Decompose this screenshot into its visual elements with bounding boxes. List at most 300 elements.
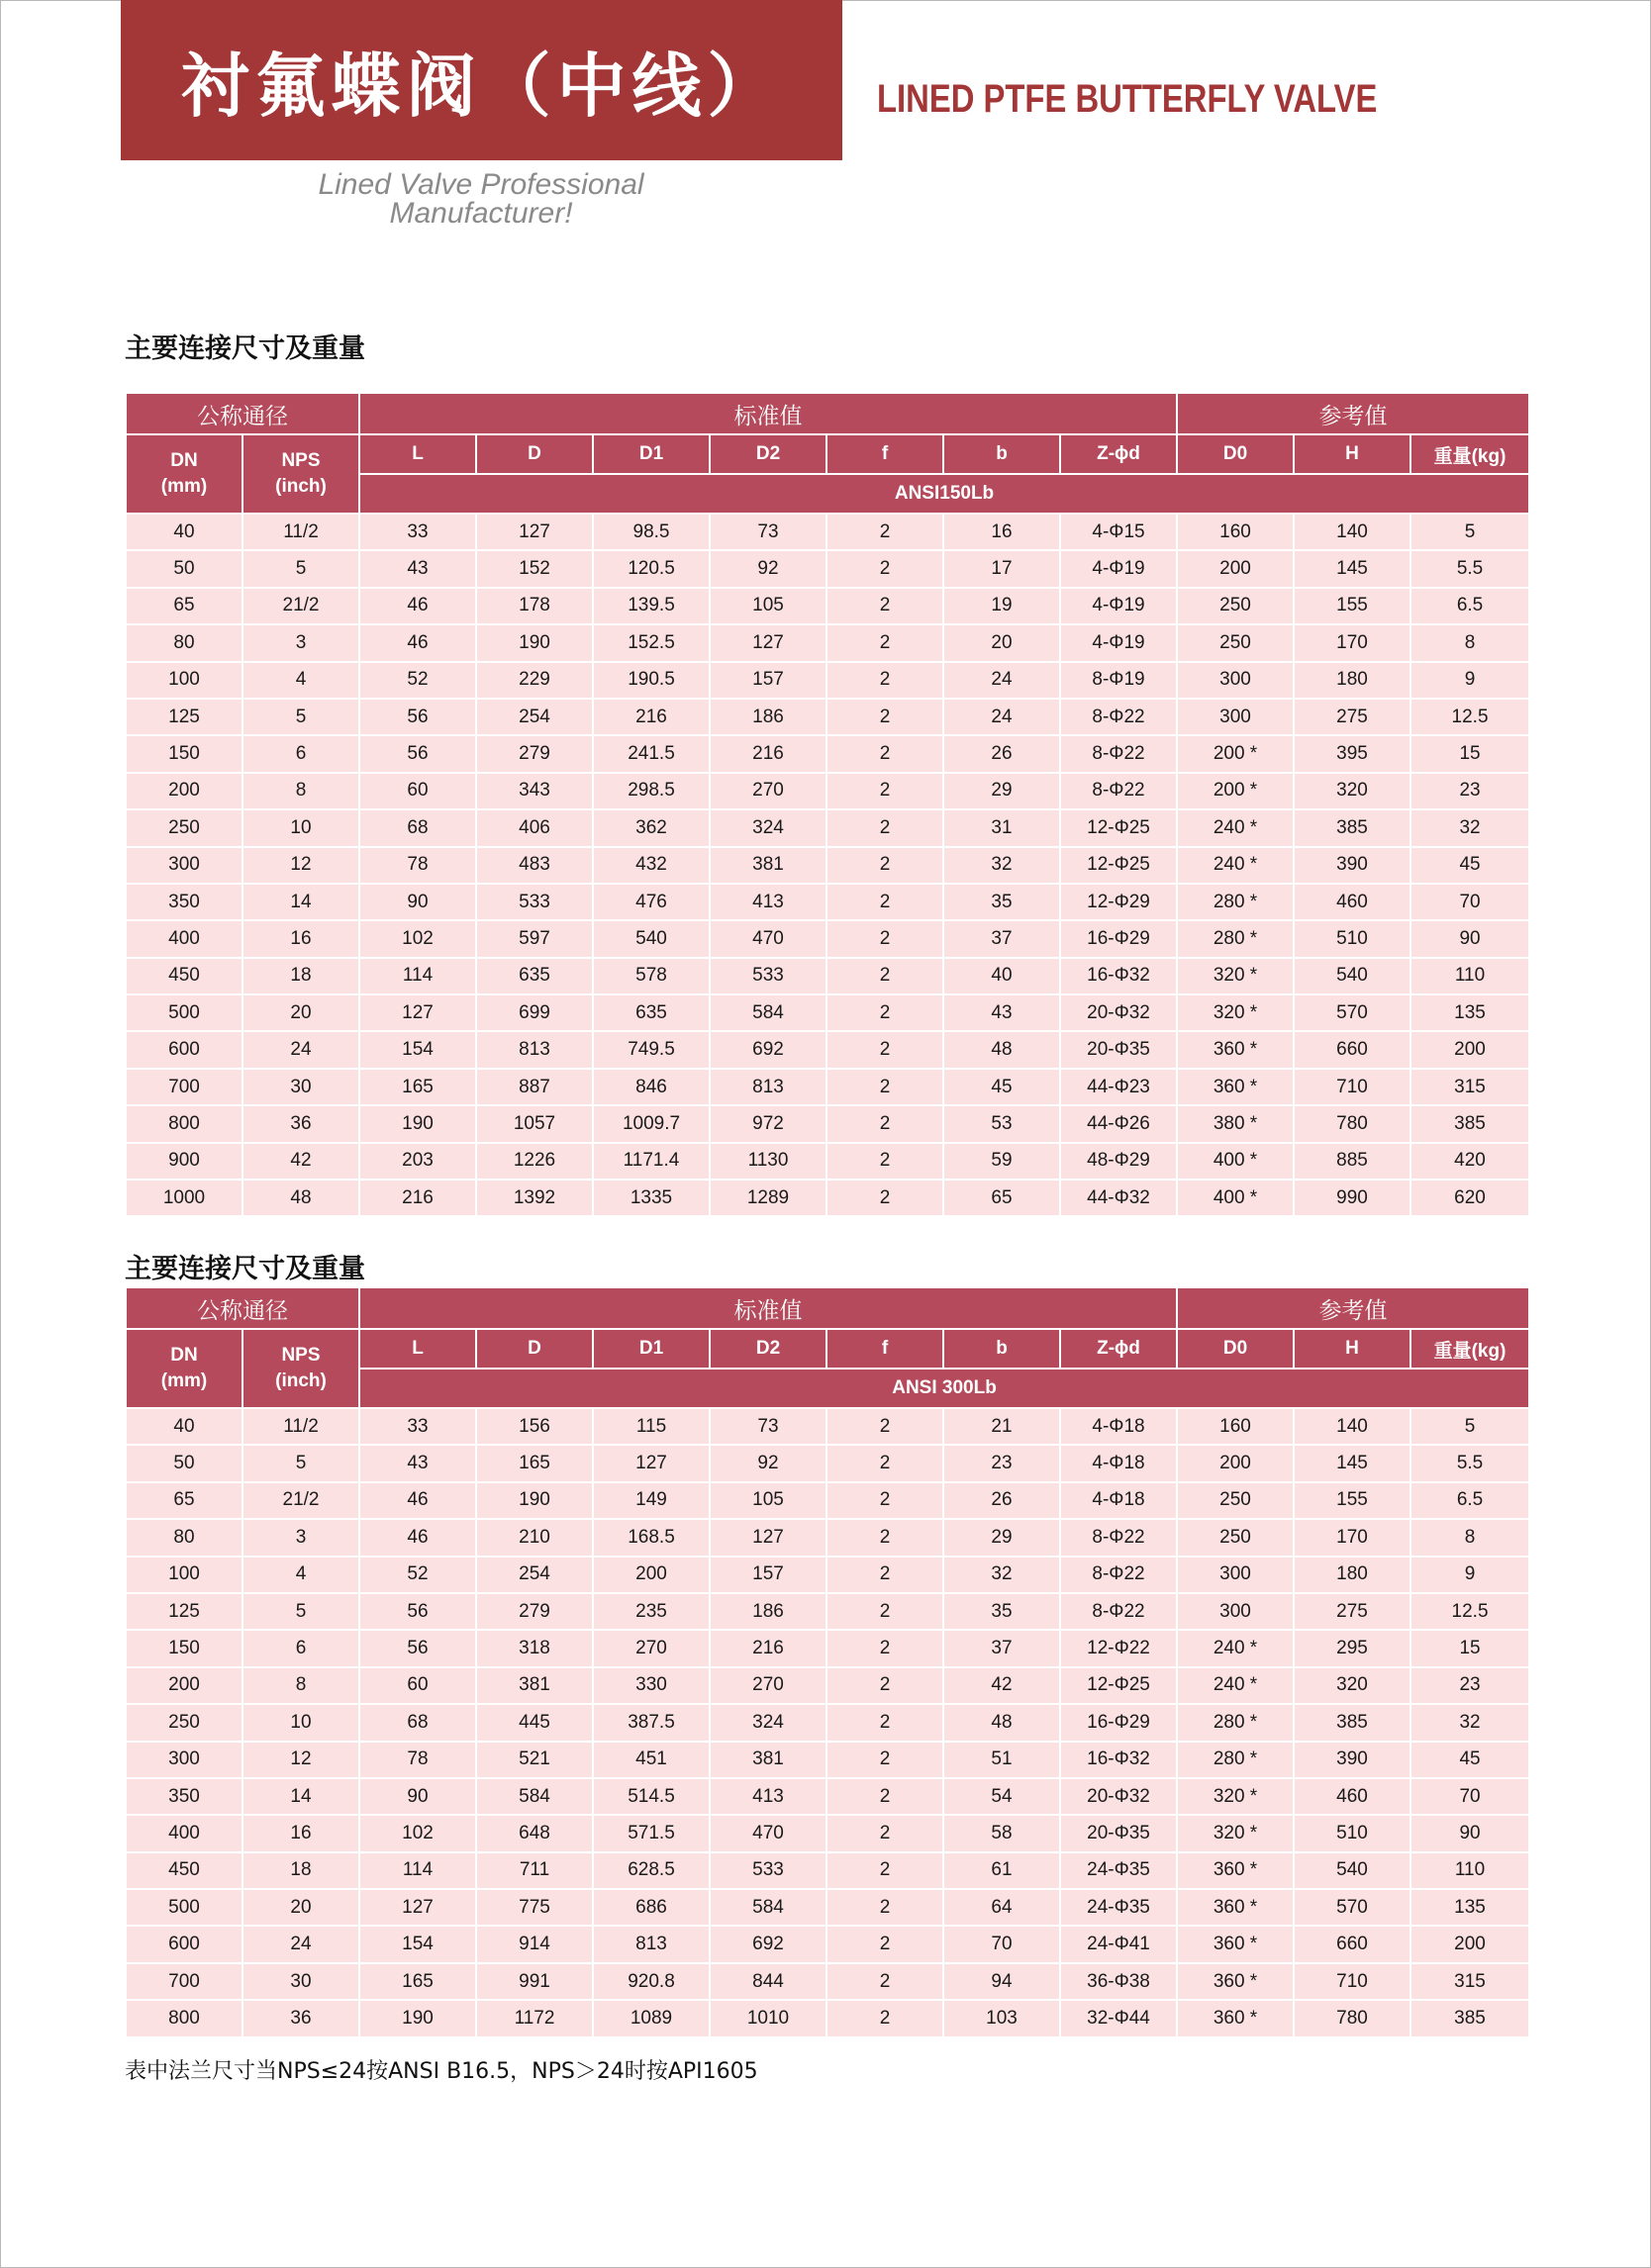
table-cell: 800 <box>126 2000 243 2036</box>
table-cell: 510 <box>1294 1815 1410 1851</box>
table-cell: 635 <box>593 994 710 1031</box>
table-row <box>126 1143 1529 1180</box>
header-columns-row <box>126 434 1529 474</box>
table-cell: 37 <box>943 920 1060 957</box>
table-cell: 100 <box>126 662 243 699</box>
table-cell: 12-Φ25 <box>1060 809 1177 846</box>
table-cell: 78 <box>359 1742 476 1778</box>
table-cell: 21/2 <box>243 588 359 624</box>
table-cell: 318 <box>476 1630 593 1666</box>
table-cell: 1057 <box>476 1105 593 1142</box>
table-cell: 1089 <box>593 2000 710 2036</box>
table-cell: 460 <box>1294 884 1410 920</box>
table-cell: 200 <box>1177 1445 1294 1481</box>
table-cell: 43 <box>359 1445 476 1481</box>
table-row <box>126 1105 1529 1142</box>
table-cell: 8-Φ22 <box>1060 1557 1177 1593</box>
table-cell: 813 <box>593 1926 710 1962</box>
table-cell: 53 <box>943 1105 1060 1142</box>
table-cell: 200 <box>593 1557 710 1593</box>
table-cell: 2 <box>826 662 943 699</box>
table-cell: 33 <box>359 514 476 550</box>
table-cell: 12 <box>243 1742 359 1778</box>
table-cell: 40 <box>126 1408 243 1445</box>
group-header-reference: 参考值 <box>1177 1287 1529 1329</box>
table-cell: 51 <box>943 1742 1060 1778</box>
table-cell: 4-Φ18 <box>1060 1445 1177 1481</box>
table-cell: 846 <box>593 1069 710 1105</box>
table-cell: 445 <box>476 1704 593 1741</box>
table-cell: 12-Φ29 <box>1060 884 1177 920</box>
table-cell: 43 <box>359 550 476 587</box>
table-cell: 10 <box>243 809 359 846</box>
table-cell: 32 <box>1410 1704 1529 1741</box>
table-cell: 152 <box>476 550 593 587</box>
table-cell: 2 <box>826 920 943 957</box>
table-cell: 2 <box>826 1926 943 1962</box>
table-cell: 200 <box>1177 550 1294 587</box>
table-cell: 320 * <box>1177 958 1294 994</box>
table-cell: 8-Φ22 <box>1060 1519 1177 1556</box>
table-cell: 390 <box>1294 847 1410 884</box>
tagline <box>297 170 665 228</box>
table-row <box>126 699 1529 735</box>
table-cell: 2 <box>826 1482 943 1519</box>
table-cell: 21/2 <box>243 1482 359 1519</box>
table-cell: 145 <box>1294 550 1410 587</box>
table-row <box>126 1667 1529 1704</box>
table-row <box>126 958 1529 994</box>
table-cell: 920.8 <box>593 1963 710 2000</box>
table-cell: 628.5 <box>593 1852 710 1889</box>
table-cell: 21 <box>943 1408 1060 1445</box>
table-cell: 24 <box>943 662 1060 699</box>
table-cell: 36 <box>243 1105 359 1142</box>
table-cell: 19 <box>943 588 1060 624</box>
table-cell: 570 <box>1294 994 1410 1031</box>
column-header-b: b <box>943 1329 1060 1369</box>
column-header-f: f <box>826 1329 943 1369</box>
table-row <box>126 1852 1529 1889</box>
table-cell: 6.5 <box>1410 1482 1529 1519</box>
column-header-d0: D0 <box>1177 1329 1294 1369</box>
standard-label: ANSI150Lb <box>359 474 1529 514</box>
title-banner <box>121 0 842 160</box>
table-cell: 30 <box>243 1069 359 1105</box>
column-header-d2: D2 <box>710 434 826 474</box>
table-cell: 32 <box>1410 809 1529 846</box>
table-cell: 2 <box>826 809 943 846</box>
table-cell: 20 <box>243 994 359 1031</box>
table-cell: 533 <box>710 1852 826 1889</box>
table-cell: 16 <box>243 1815 359 1851</box>
table-row <box>126 1778 1529 1815</box>
table-cell: 972 <box>710 1105 826 1142</box>
table-cell: 241.5 <box>593 735 710 772</box>
table-cell: 250 <box>1177 1519 1294 1556</box>
table-row <box>126 1445 1529 1481</box>
table-cell: 20-Φ32 <box>1060 1778 1177 1815</box>
table-cell: 90 <box>1410 920 1529 957</box>
table-cell: 68 <box>359 809 476 846</box>
table-cell: 56 <box>359 699 476 735</box>
table-cell: 70 <box>943 1926 1060 1962</box>
table-cell: 155 <box>1294 1482 1410 1519</box>
table-cell: 105 <box>710 1482 826 1519</box>
table-cell: 190.5 <box>593 662 710 699</box>
table-cell: 235 <box>593 1593 710 1630</box>
table-cell: 385 <box>1410 1105 1529 1142</box>
table-cell: 46 <box>359 1482 476 1519</box>
table-cell: 98.5 <box>593 514 710 550</box>
table-cell: 3 <box>243 624 359 661</box>
table-cell: 30 <box>243 1963 359 2000</box>
table-cell: 203 <box>359 1143 476 1180</box>
page-title-cn: 衬氟蝶阀（中线） <box>180 45 783 127</box>
table-cell: 3 <box>243 1519 359 1556</box>
table-row <box>126 920 1529 957</box>
table-cell: 58 <box>943 1815 1060 1851</box>
table-cell: 59 <box>943 1143 1060 1180</box>
table-row <box>126 2000 1529 2036</box>
table-cell: 127 <box>359 1889 476 1926</box>
table-cell: 400 <box>126 1815 243 1851</box>
table-cell: 660 <box>1294 1031 1410 1068</box>
table-cell: 300 <box>1177 1593 1294 1630</box>
table-cell: 16-Φ32 <box>1060 1742 1177 1778</box>
table-cell: 20-Φ32 <box>1060 994 1177 1031</box>
table-cell: 406 <box>476 809 593 846</box>
table-cell: 8 <box>1410 1519 1529 1556</box>
table-row <box>126 624 1529 661</box>
table-cell: 60 <box>359 1667 476 1704</box>
header-group-row <box>126 1287 1529 1329</box>
table-cell: 2 <box>826 773 943 809</box>
table-cell: 600 <box>126 1031 243 1068</box>
table-cell: 165 <box>476 1445 593 1481</box>
table-cell: 2 <box>826 1557 943 1593</box>
table-cell: 584 <box>476 1778 593 1815</box>
table-cell: 26 <box>943 1482 1060 1519</box>
table-cell: 5 <box>243 1593 359 1630</box>
table-cell: 324 <box>710 809 826 846</box>
table-row <box>126 1031 1529 1068</box>
table-cell: 65 <box>126 1482 243 1519</box>
table-cell: 45 <box>943 1069 1060 1105</box>
table-cell: 250 <box>126 1704 243 1741</box>
table-cell: 46 <box>359 588 476 624</box>
table-cell: 300 <box>126 847 243 884</box>
table-cell: 4-Φ15 <box>1060 514 1177 550</box>
table-cell: 190 <box>476 1482 593 1519</box>
table-cell: 170 <box>1294 624 1410 661</box>
table-cell: 18 <box>243 1852 359 1889</box>
column-header-nps: NPS (inch) <box>243 434 359 514</box>
table-cell: 360 * <box>1177 1963 1294 2000</box>
column-header-zphi: Z-ϕd <box>1060 1329 1177 1369</box>
table-cell: 5.5 <box>1410 550 1529 587</box>
table-cell: 200 <box>126 773 243 809</box>
table-cell: 413 <box>710 884 826 920</box>
table-cell: 160 <box>1177 514 1294 550</box>
table-cell: 33 <box>359 1408 476 1445</box>
table-cell: 570 <box>1294 1889 1410 1926</box>
column-header-dn: DN (mm) <box>126 1329 243 1408</box>
table-cell: 450 <box>126 1852 243 1889</box>
table-cell: 578 <box>593 958 710 994</box>
table-cell: 16-Φ29 <box>1060 1704 1177 1741</box>
table-cell: 5 <box>243 550 359 587</box>
table-cell: 145 <box>1294 1445 1410 1481</box>
table-cell: 749.5 <box>593 1031 710 1068</box>
table-cell: 78 <box>359 847 476 884</box>
table-cell: 571.5 <box>593 1815 710 1851</box>
table-cell: 154 <box>359 1031 476 1068</box>
table-cell: 68 <box>359 1704 476 1741</box>
table-cell: 699 <box>476 994 593 1031</box>
table-row <box>126 514 1529 550</box>
table-cell: 32-Φ44 <box>1060 2000 1177 2036</box>
table-cell: 2 <box>826 735 943 772</box>
table-cell: 275 <box>1294 699 1410 735</box>
table-cell: 16-Φ32 <box>1060 958 1177 994</box>
footnote: 表中法兰尺寸当NPS≤24按ANSI B16.5，NPS＞24时按API1605 <box>125 2059 758 2084</box>
table-cell: 135 <box>1410 1889 1529 1926</box>
table-cell: 127 <box>593 1445 710 1481</box>
table-cell: 70 <box>1410 1778 1529 1815</box>
table-cell: 216 <box>710 735 826 772</box>
table-cell: 320 <box>1294 773 1410 809</box>
group-header-nominal: 公称通径 <box>126 1287 359 1329</box>
table-row <box>126 1742 1529 1778</box>
table-cell: 160 <box>1177 1408 1294 1445</box>
table-cell: 2 <box>826 1408 943 1445</box>
table-cell: 320 * <box>1177 1815 1294 1851</box>
table-cell: 648 <box>476 1815 593 1851</box>
table-cell: 470 <box>710 920 826 957</box>
table-cell: 298.5 <box>593 773 710 809</box>
table-cell: 56 <box>359 735 476 772</box>
table-cell: 16-Φ29 <box>1060 920 1177 957</box>
table-cell: 15 <box>1410 735 1529 772</box>
table-cell: 2 <box>826 1445 943 1481</box>
table-cell: 2 <box>826 1889 943 1926</box>
table-cell: 5 <box>1410 514 1529 550</box>
table-cell: 400 <box>126 920 243 957</box>
table-cell: 1009.7 <box>593 1105 710 1142</box>
column-header-d1: D1 <box>593 434 710 474</box>
table-row <box>126 1519 1529 1556</box>
table-cell: 135 <box>1410 994 1529 1031</box>
table-cell: 156 <box>476 1408 593 1445</box>
table-row <box>126 1557 1529 1593</box>
table-row <box>126 884 1529 920</box>
table-cell: 54 <box>943 1778 1060 1815</box>
table-cell: 540 <box>1294 1852 1410 1889</box>
table-cell: 190 <box>359 1105 476 1142</box>
table-cell: 885 <box>1294 1143 1410 1180</box>
table-cell: 8-Φ22 <box>1060 735 1177 772</box>
table-cell: 279 <box>476 735 593 772</box>
column-header-l: L <box>359 1329 476 1369</box>
table-cell: 16 <box>943 514 1060 550</box>
table-cell: 4-Φ19 <box>1060 550 1177 587</box>
table-cell: 50 <box>126 550 243 587</box>
table-cell: 90 <box>359 1778 476 1815</box>
table-cell: 780 <box>1294 1105 1410 1142</box>
table-row <box>126 773 1529 809</box>
table-cell: 275 <box>1294 1593 1410 1630</box>
table-cell: 200 <box>1410 1926 1529 1962</box>
table-cell: 150 <box>126 735 243 772</box>
table-cell: 254 <box>476 699 593 735</box>
table-cell: 300 <box>1177 662 1294 699</box>
table-cell: 8-Φ19 <box>1060 662 1177 699</box>
table-cell: 6 <box>243 1630 359 1666</box>
table-cell: 114 <box>359 958 476 994</box>
table-cell: 24 <box>243 1031 359 1068</box>
table-cell: 102 <box>359 920 476 957</box>
table-cell: 42 <box>243 1143 359 1180</box>
table-cell: 280 * <box>1177 920 1294 957</box>
table-cell: 127 <box>710 1519 826 1556</box>
table-cell: 8 <box>243 773 359 809</box>
group-header-nominal: 公称通径 <box>126 393 359 434</box>
table-cell: 8-Φ22 <box>1060 1593 1177 1630</box>
table-cell: 32 <box>943 1557 1060 1593</box>
table-cell: 102 <box>359 1815 476 1851</box>
table-cell: 92 <box>710 550 826 587</box>
table-cell: 15 <box>1410 1630 1529 1666</box>
table-cell: 813 <box>476 1031 593 1068</box>
table-cell: 200 <box>1410 1031 1529 1068</box>
table-cell: 692 <box>710 1031 826 1068</box>
table-cell: 2 <box>826 1519 943 1556</box>
group-header-reference: 参考值 <box>1177 393 1529 434</box>
table-cell: 315 <box>1410 1963 1529 2000</box>
table-cell: 500 <box>126 1889 243 1926</box>
table-cell: 45 <box>1410 847 1529 884</box>
table-cell: 914 <box>476 1926 593 1962</box>
table-row <box>126 1180 1529 1216</box>
table-cell: 597 <box>476 920 593 957</box>
table-cell: 300 <box>1177 699 1294 735</box>
table-cell: 12-Φ22 <box>1060 1630 1177 1666</box>
table-cell: 483 <box>476 847 593 884</box>
table-cell: 42 <box>943 1667 1060 1704</box>
table-cell: 190 <box>476 624 593 661</box>
table-cell: 154 <box>359 1926 476 1962</box>
table-cell: 2 <box>826 1852 943 1889</box>
table-cell: 2 <box>826 699 943 735</box>
table-cell: 250 <box>1177 624 1294 661</box>
table-cell: 400 * <box>1177 1143 1294 1180</box>
table-cell: 5 <box>243 699 359 735</box>
table-cell: 686 <box>593 1889 710 1926</box>
table-cell: 5.5 <box>1410 1445 1529 1481</box>
table-cell: 320 * <box>1177 1778 1294 1815</box>
table-cell: 8-Φ22 <box>1060 699 1177 735</box>
column-header-weight: 重量(kg) <box>1410 1329 1529 1369</box>
table-cell: 90 <box>359 884 476 920</box>
table-cell: 140 <box>1294 1408 1410 1445</box>
table-cell: 170 <box>1294 1519 1410 1556</box>
table-cell: 2 <box>826 1963 943 2000</box>
table-cell: 20-Φ35 <box>1060 1815 1177 1851</box>
table-cell: 36-Φ38 <box>1060 1963 1177 2000</box>
table-cell: 295 <box>1294 1630 1410 1666</box>
table-cell: 100 <box>126 1557 243 1593</box>
table-cell: 157 <box>710 662 826 699</box>
table-cell: 2 <box>826 2000 943 2036</box>
table-cell: 343 <box>476 773 593 809</box>
table-cell: 476 <box>593 884 710 920</box>
table-cell: 381 <box>476 1667 593 1704</box>
table-cell: 533 <box>710 958 826 994</box>
table-cell: 470 <box>710 1815 826 1851</box>
table-cell: 94 <box>943 1963 1060 2000</box>
table-cell: 65 <box>943 1180 1060 1216</box>
table-cell: 2 <box>826 588 943 624</box>
table-cell: 1000 <box>126 1180 243 1216</box>
table-cell: 240 * <box>1177 809 1294 846</box>
table-row <box>126 550 1529 587</box>
table-cell: 115 <box>593 1408 710 1445</box>
table-cell: 26 <box>943 735 1060 772</box>
table-cell: 250 <box>126 809 243 846</box>
table-cell: 12.5 <box>1410 1593 1529 1630</box>
table-cell: 8-Φ22 <box>1060 773 1177 809</box>
table-cell: 4 <box>243 662 359 699</box>
table-cell: 18 <box>243 958 359 994</box>
table-cell: 125 <box>126 1593 243 1630</box>
table-cell: 2 <box>826 624 943 661</box>
table-cell: 700 <box>126 1963 243 2000</box>
table-cell: 362 <box>593 809 710 846</box>
table-cell: 24 <box>943 699 1060 735</box>
table-cell: 2 <box>826 884 943 920</box>
table-cell: 2 <box>826 1630 943 1666</box>
table-cell: 110 <box>1410 958 1529 994</box>
table-cell: 4-Φ18 <box>1060 1408 1177 1445</box>
column-header-l: L <box>359 434 476 474</box>
table-cell: 450 <box>126 958 243 994</box>
table-cell: 127 <box>710 624 826 661</box>
table-cell: 360 * <box>1177 1031 1294 1068</box>
table-cell: 48 <box>243 1180 359 1216</box>
table-row <box>126 809 1529 846</box>
table-cell: 200 * <box>1177 773 1294 809</box>
table-cell: 37 <box>943 1630 1060 1666</box>
table-cell: 2 <box>826 847 943 884</box>
table-cell: 315 <box>1410 1069 1529 1105</box>
table-cell: 150 <box>126 1630 243 1666</box>
table-cell: 320 * <box>1177 994 1294 1031</box>
table-cell: 29 <box>943 1519 1060 1556</box>
table-cell: 900 <box>126 1143 243 1180</box>
table-cell: 387.5 <box>593 1704 710 1741</box>
table-cell: 692 <box>710 1926 826 1962</box>
table-cell: 350 <box>126 884 243 920</box>
table-cell: 56 <box>359 1630 476 1666</box>
table-row <box>126 1963 1529 2000</box>
table-cell: 48-Φ29 <box>1060 1143 1177 1180</box>
table-cell: 350 <box>126 1778 243 1815</box>
table-cell: 32 <box>943 847 1060 884</box>
table-cell: 149 <box>593 1482 710 1519</box>
table-cell: 2 <box>826 1143 943 1180</box>
table-cell: 20 <box>243 1889 359 1926</box>
